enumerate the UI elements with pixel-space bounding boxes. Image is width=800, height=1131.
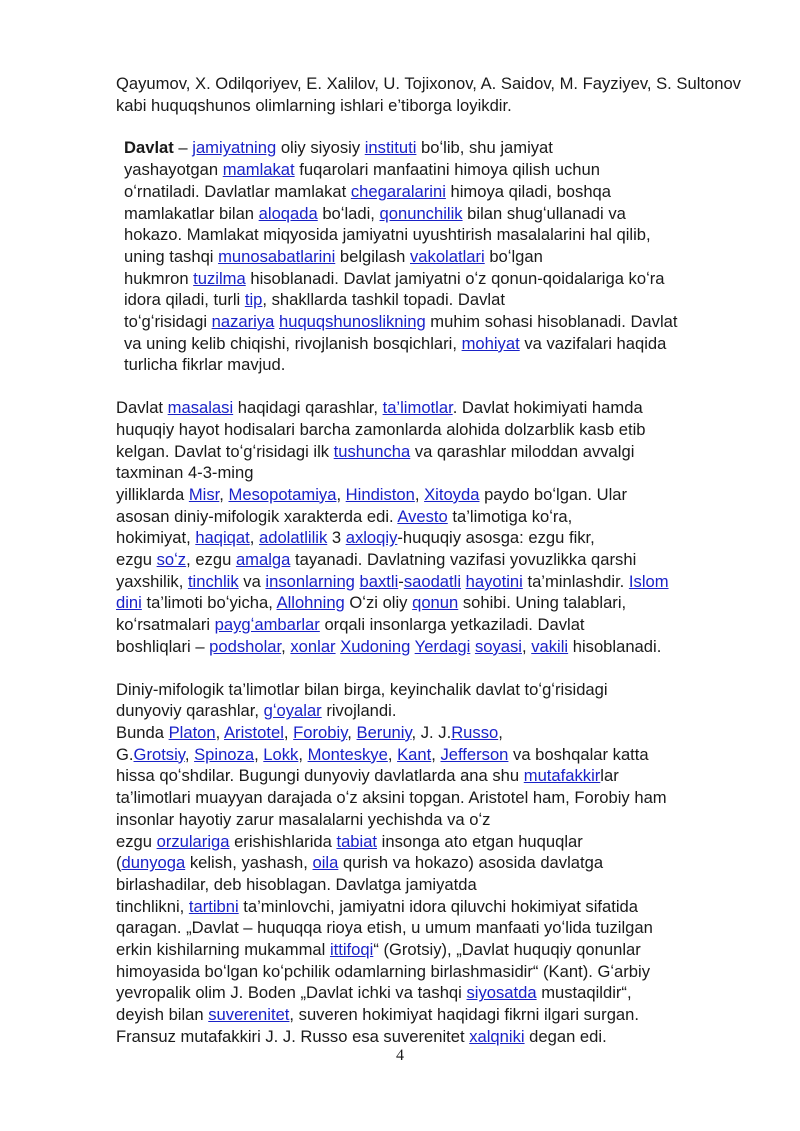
hyperlink[interactable]: tip <box>244 290 263 310</box>
text-segment: muhim sohasi hisoblanadi. Davlat <box>425 312 678 332</box>
text-segment: . Davlat hokimiyati hamda <box>452 398 643 418</box>
page-number: 4 <box>396 1047 404 1064</box>
hyperlink[interactable]: Spinoza <box>194 744 255 764</box>
hyperlink[interactable]: masalasi <box>167 398 234 418</box>
hyperlink[interactable]: tuzilma <box>193 268 246 288</box>
hyperlink[interactable]: nazariya <box>211 312 275 332</box>
text-segment: belgilash <box>335 246 410 266</box>
text-segment: toʻgʻrisidagi <box>124 312 212 332</box>
hyperlink[interactable]: Aristotel <box>223 722 284 742</box>
text-segment: , <box>249 528 259 548</box>
text-segment: G. <box>116 744 134 764</box>
text-segment: rivojlandi. <box>321 701 397 721</box>
text-segment: hokimiyat, <box>116 528 196 548</box>
hyperlink[interactable]: soyasi <box>474 636 522 656</box>
hyperlink[interactable]: xonlar <box>290 636 336 656</box>
text-segment: ta’minlashdir. <box>522 571 629 591</box>
text-segment: haqidagi qarashlar, <box>233 398 383 418</box>
hyperlink[interactable]: suverenitet <box>208 1005 290 1025</box>
text-segment: bilan shugʻullanadi va <box>462 203 626 223</box>
paragraph-secular-views <box>116 679 756 1048</box>
text-segment: boʻlgan <box>484 246 543 266</box>
hyperlink[interactable]: mohiyat <box>461 333 520 353</box>
hyperlink[interactable]: vakili <box>531 636 569 656</box>
hyperlink[interactable]: jamiyatning <box>192 138 277 158</box>
hyperlink[interactable]: instituti <box>364 138 417 158</box>
text-segment: mustaqildir“, <box>536 983 632 1003</box>
text-segment: erishishlarida <box>229 831 337 851</box>
text-segment: birlashadilar, deb hisoblagan. Davlatga jamiyatda <box>116 874 477 894</box>
text-segment: va vazifalari haqida <box>519 333 667 353</box>
text-segment: boʻlib, shu jamiyat <box>416 138 553 158</box>
hyperlink[interactable]: Avesto <box>397 506 448 526</box>
text-segment: , <box>184 744 195 764</box>
hyperlink[interactable]: Monteskye <box>307 744 388 764</box>
text-segment: Davlat <box>116 398 168 418</box>
text-segment: va uning kelib chiqishi, rivojlanish bosqichlari, <box>124 333 462 353</box>
hyperlink[interactable]: saodatli <box>403 571 462 591</box>
text-segment: hokazo. Mamlakat miqyosida jamiyatni uyushtirish masalalarini hal qilib, <box>124 225 651 245</box>
text-segment: , <box>254 744 264 764</box>
hyperlink[interactable]: tabiat <box>336 831 378 851</box>
hyperlink[interactable]: munosabatlarini <box>218 246 336 266</box>
hyperlink[interactable]: siyosatda <box>466 983 537 1003</box>
text-segment: yaxshilik, <box>116 571 188 591</box>
hyperlink[interactable]: Xudoning <box>340 636 411 656</box>
bold-term: Davlat <box>124 138 174 158</box>
text-segment: tayanadi. Davlatning vazifasi yovuzlikka qarshi <box>290 550 637 570</box>
hyperlink[interactable]: insonlarning <box>265 571 355 591</box>
text-segment: ta’limoti boʻyicha, <box>141 593 277 613</box>
text-segment: , <box>283 722 294 742</box>
text-segment: Qayumov, X. Odilqoriyev, E. Xalilov, U. Tojixonov, A. Saidov, M. Fayziyev, S. Sultonov kabi huquqshunos olimlarning ishlari e’tiborga loyikdir. <box>116 74 741 115</box>
hyperlink[interactable]: Platon <box>168 722 216 742</box>
text-segment: , <box>414 484 425 504</box>
paragraph-intro <box>116 73 756 116</box>
text-segment: , <box>387 744 398 764</box>
text-segment: paydo boʻlgan. Ular <box>479 484 628 504</box>
hyperlink[interactable]: orzulariga <box>156 831 230 851</box>
hyperlink[interactable]: haqiqat <box>195 528 250 548</box>
text-segment: koʻrsatmalari <box>116 615 215 635</box>
hyperlink[interactable]: ta’limotlar <box>382 398 453 418</box>
hyperlink[interactable]: ittifoqi <box>329 940 374 960</box>
hyperlink[interactable]: mamlakat <box>222 160 295 180</box>
hyperlink[interactable]: Hindiston <box>345 484 415 504</box>
text-segment: , <box>281 636 291 656</box>
text-segment: va <box>238 571 266 591</box>
text-segment: oliy siyosiy <box>276 138 365 158</box>
text-segment: hisoblanadi. Davlat jamiyatni oʻz qonun-qoidalariga koʻra <box>245 268 665 288</box>
hyperlink[interactable]: dunyoga <box>121 853 186 873</box>
text-segment: hissa qoʻshdilar. Bugungi dunyoviy davlatlarda ana shu <box>116 766 524 786</box>
text-segment: sohibi. Uning talablari, <box>458 593 627 613</box>
hyperlink[interactable]: Misr <box>188 484 220 504</box>
hyperlink[interactable]: axloqiy <box>345 528 398 548</box>
hyperlink[interactable]: Beruniy <box>356 722 412 742</box>
text-segment: hisoblanadi. <box>568 636 662 656</box>
hyperlink[interactable]: Kant <box>397 744 432 764</box>
text-segment: 3 <box>327 528 346 548</box>
hyperlink[interactable]: tartibni <box>188 896 239 916</box>
text-segment: ezgu <box>116 550 157 570</box>
text-segment: insonlar hayotiy zarur masalalarni yechishda va oʻz <box>116 809 491 829</box>
paragraph-state-history <box>116 397 756 657</box>
text-segment: insonga ato etgan huquqlar <box>377 831 583 851</box>
text-segment: asosan diniy-mifologik xarakterda edi. <box>116 506 398 526</box>
text-segment: - <box>398 571 404 591</box>
text-segment: qurish va hokazo) asosida davlatga <box>338 853 604 873</box>
text-segment: fuqarolari manfaatini himoya qilish uchun <box>294 160 600 180</box>
text-segment: ezgu <box>116 831 157 851</box>
text-segment: orqali insonlarga yetkaziladi. Davlat <box>319 615 585 635</box>
hyperlink[interactable]: Mesopotamiya <box>228 484 337 504</box>
text-segment: deyish bilan <box>116 1005 209 1025</box>
paragraph-davlat-definition <box>116 137 756 376</box>
hyperlink[interactable]: baxtli <box>359 571 399 591</box>
text-segment: , <box>298 744 308 764</box>
document-page <box>116 73 756 1048</box>
hyperlink[interactable]: podsholar <box>209 636 282 656</box>
hyperlink[interactable]: soʻz <box>156 550 187 570</box>
hyperlink[interactable]: Grotsiy <box>133 744 185 764</box>
text-segment: , <box>522 636 532 656</box>
text-segment: , <box>431 744 441 764</box>
text-segment: Fransuz mutafakkiri J. J. Russo esa suverenitet <box>116 1026 470 1046</box>
text-segment: lar <box>600 766 619 786</box>
text-segment: -huquqiy asosga: ezgu fikr, <box>397 528 595 548</box>
text-segment: tinchlikni, <box>116 896 189 916</box>
text-segment: ta’limotlari muayyan darajada oʻz aksini topgan. Aristotel ham, Forobiy ham <box>116 788 667 808</box>
hyperlink[interactable]: dini <box>116 593 142 613</box>
text-segment: , <box>336 484 346 504</box>
text-segment: uning tashqi <box>124 246 219 266</box>
text-segment: kelgan. Davlat toʻgʻrisidagi ilk <box>116 441 334 461</box>
text-segment: qaragan. „Davlat – huquqqa rioya etish, u umum manfaati yoʻlida tuzilgan <box>116 918 653 938</box>
hyperlink[interactable]: aloqada <box>258 203 318 223</box>
hyperlink[interactable]: Allohning <box>276 593 345 613</box>
text-segment: , <box>347 722 357 742</box>
hyperlink[interactable]: Jefferson <box>440 744 509 764</box>
paragraph-gap <box>116 376 756 397</box>
text-segment: kelish, yashash, <box>185 853 313 873</box>
text-segment: himoya qiladi, boshqa <box>445 181 612 201</box>
text-segment: va boshqalar katta <box>508 744 649 764</box>
hyperlink[interactable]: huquqshunoslikning <box>278 312 426 332</box>
text-segment: degan edi. <box>524 1026 607 1046</box>
text-segment: mamlakatlar bilan <box>124 203 259 223</box>
hyperlink[interactable]: amalga <box>235 550 291 570</box>
hyperlink[interactable]: mutafakkir <box>523 766 601 786</box>
text-segment: , J. J. <box>411 722 452 742</box>
hyperlink[interactable]: qonun <box>412 593 459 613</box>
text-segment: boshliqlari – <box>116 636 210 656</box>
text-segment: oʻrnatiladi. Davlatlar mamlakat <box>124 181 351 201</box>
text-segment: hukmron <box>124 268 194 288</box>
hyperlink[interactable]: Forobiy <box>293 722 348 742</box>
text-segment: taxminan 4-3-ming <box>116 463 254 483</box>
text-segment: yevropalik olim J. Boden „Davlat ichki va tashqi <box>116 983 467 1003</box>
text-segment: dunyoviy qarashlar, <box>116 701 264 721</box>
hyperlink[interactable]: Islom <box>628 571 669 591</box>
text-segment: , shakllarda tashkil topadi. Davlat <box>262 290 505 310</box>
hyperlink[interactable]: Yerdagi <box>414 636 471 656</box>
text-segment: Bunda <box>116 722 169 742</box>
hyperlink[interactable]: chegaralarini <box>350 181 446 201</box>
text-segment: , <box>498 722 503 742</box>
text-segment: va qarashlar miloddan avvalgi <box>410 441 635 461</box>
hyperlink[interactable]: tushuncha <box>333 441 411 461</box>
hyperlink[interactable]: hayotini <box>465 571 523 591</box>
paragraph-gap <box>116 116 756 137</box>
text-segment: Diniy-mifologik ta’limotlar bilan birga, keyinchalik davlat toʻgʻrisidagi <box>116 679 608 699</box>
text-segment: turlicha fikrlar mavjud. <box>124 355 286 375</box>
hyperlink[interactable]: adolatlilik <box>259 528 328 548</box>
hyperlink[interactable]: Russo <box>451 722 499 742</box>
text-segment: himoyasida boʻlgan koʻpchilik odamlarning birlashmasidir“ (Kant). Gʻarbiy <box>116 961 650 981</box>
text-segment: Oʻzi oliy <box>344 593 413 613</box>
text-segment: “ (Grotsiy), „Davlat huquqiy qonunlar <box>373 940 641 960</box>
text-segment: , <box>215 722 224 742</box>
hyperlink[interactable]: xalqniki <box>469 1026 525 1046</box>
text-segment: erkin kishilarning mukammal <box>116 940 330 960</box>
hyperlink[interactable]: tinchlik <box>187 571 239 591</box>
hyperlink[interactable]: oila <box>312 853 339 873</box>
hyperlink[interactable]: Xitoyda <box>424 484 480 504</box>
text-segment: yashayotgan <box>124 160 223 180</box>
hyperlink[interactable]: Lokk <box>263 744 299 764</box>
text-segment: yilliklarda <box>116 484 189 504</box>
text-segment: , ezgu <box>186 550 236 570</box>
hyperlink[interactable]: paygʻambarlar <box>214 615 320 635</box>
text-segment: huquqiy hayot hodisalari barcha zamonlarda alohida dolzarblik kasb etib <box>116 419 646 439</box>
text-segment: ta’minlovchi, jamiyatni idora qiluvchi hokimiyat sifatida <box>238 896 639 916</box>
hyperlink[interactable]: vakolatlari <box>410 246 485 266</box>
text-segment: ta’limotiga koʻra, <box>447 506 573 526</box>
text-segment: ( <box>116 853 122 873</box>
text-segment: , <box>219 484 229 504</box>
paragraph-gap <box>116 658 756 679</box>
text-segment: , suveren hokimiyat haqidagi fikrni ilgari surgan. <box>289 1005 639 1025</box>
text-segment: boʻladi, <box>317 203 380 223</box>
hyperlink[interactable]: qonunchilik <box>379 203 463 223</box>
text-segment: idora qiladi, turli <box>124 290 245 310</box>
text-segment: – <box>173 138 193 158</box>
hyperlink[interactable]: gʻoyalar <box>263 701 322 721</box>
